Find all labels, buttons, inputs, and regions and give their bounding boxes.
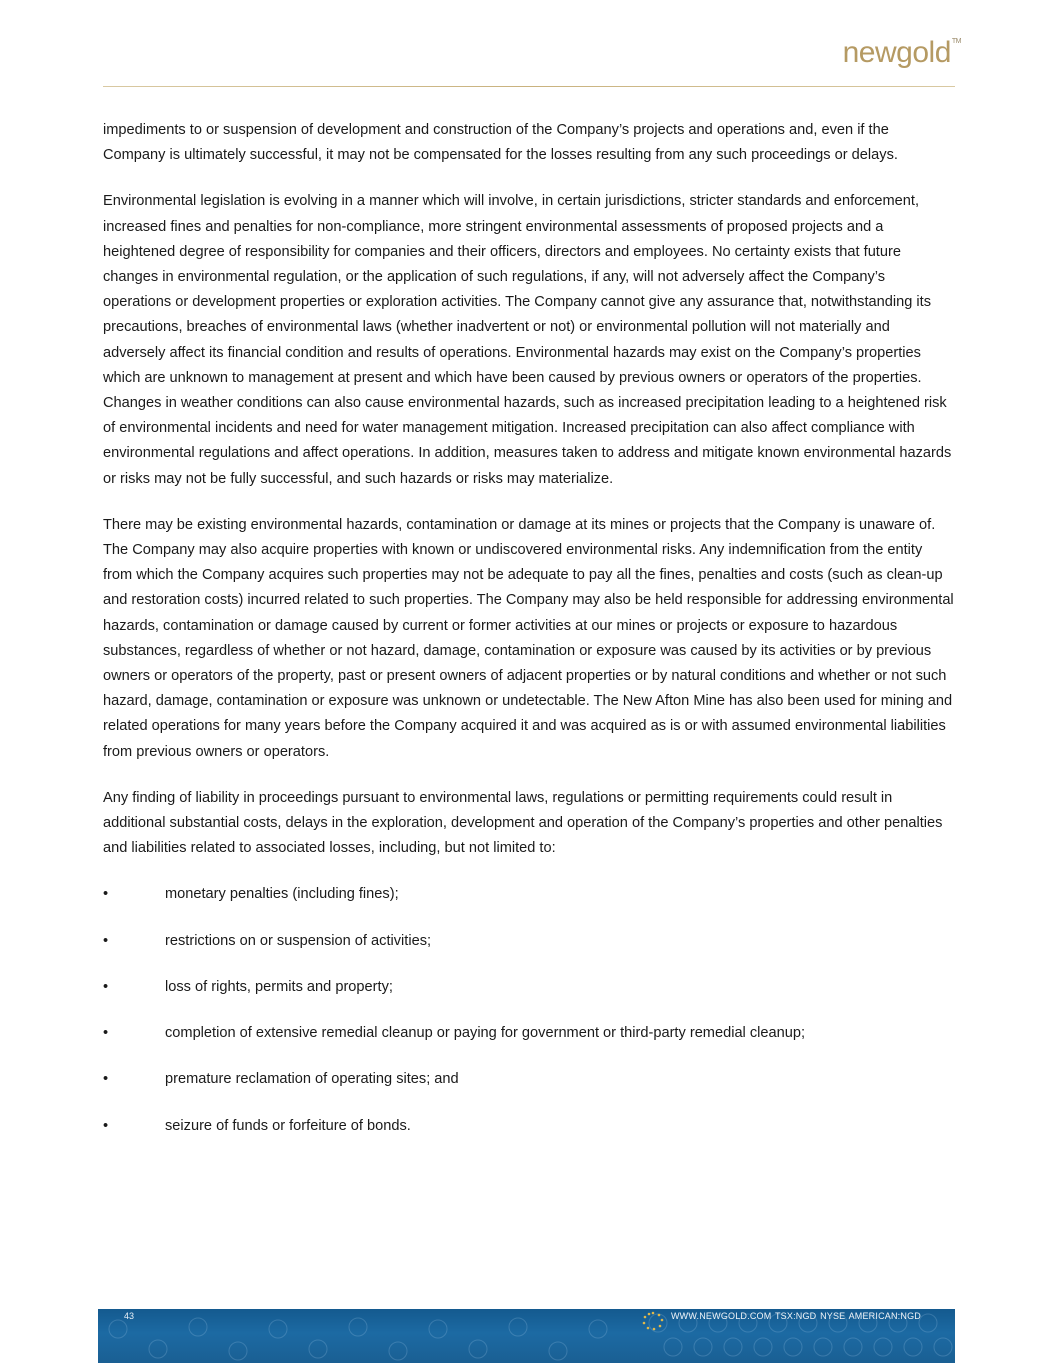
paragraph: Environmental legislation is evolving in a manner which will involve, in certain jurisdictions, stricter standards and enforcement, increased fines and penalties for non-compliance, more stringent environmental assessments of proposed projects and a heightened degree of responsibility for companies and their officers, directors and employees. No certainty exists that future changes in environmental regulation, or the application of such regulations, if any, will not adversely affect the Company’s operations or development properties or exploration activities. The Company cannot give any assurance that, notwithstanding its precautions, breaches of environmental laws (whether inadvertent or not) or environmental pollution will not materially and adversely affect its financial condition and results of operations. Environmental hazards may exist on the Company’s properties which are unknown to management at present and which have been caused by previous owners or operators of the properties. Changes in weather conditions can also cause environmental hazards, such as increased precipitation leading to a heightened risk of environmental incidents and need for water management mitigation. Increased precipitation can also affect compliance with environmental regulations and affect operations. In addition, measures taken to address and mitigate known environmental hazards or risks may not be fully successful, and such hazards or risks may materialize. (103, 193, 952, 487)
bullet-icon: • (103, 1025, 109, 1042)
list-item (103, 1021, 955, 1046)
list-item (103, 1114, 955, 1139)
list-item-text: completion of extensive remedial cleanup or paying for government or third-party remedial cleanup; (165, 1025, 806, 1042)
paragraph: Any finding of liability in proceedings pursuant to environmental laws, regulations or permitting requirements could result in additional substantial costs, delays in the exploration, development and operation of the Company’s properties and other penalties and liabilities related to associated losses, including, but not limited to: (103, 789, 943, 857)
list-item (103, 929, 955, 954)
footer-contact-text: WWW.NEWGOLD.COM TSX:NGD NYSE AMERICAN:NGD (670, 1311, 921, 1321)
bullet-icon: • (103, 932, 109, 949)
company-logo (843, 36, 961, 70)
list-item (103, 882, 955, 907)
list-item (103, 1067, 955, 1092)
logo-text: newgold (842, 36, 951, 69)
page-footer (98, 1309, 955, 1363)
logo-trademark: TM (951, 38, 961, 45)
paragraph: impediments to or suspension of development and construction of the Company’s projects and operations and, even if the Company is ultimately successful, it may not be compensated for the losses resulting from any such proceedings or delays. (103, 122, 898, 164)
list-item-text: monetary penalties (including fines); (165, 886, 399, 903)
list-item (103, 975, 955, 1000)
list-item-text: restrictions on or suspension of activities; (165, 932, 432, 949)
bullet-icon: • (103, 1071, 109, 1088)
list-item-text: loss of rights, permits and property; (165, 978, 393, 995)
document-body (103, 118, 955, 1160)
page-number: 43 (124, 1311, 135, 1321)
bullet-icon: • (103, 978, 109, 995)
bullet-icon: • (103, 886, 109, 903)
sun-emblem-icon (638, 1309, 668, 1333)
list-item-text: seizure of funds or forfeiture of bonds. (165, 1117, 411, 1134)
bullet-icon: • (103, 1117, 109, 1134)
header-divider (103, 86, 955, 87)
paragraph: There may be existing environmental hazards, contamination or damage at its mines or projects that the Company is unaware of. The Company may also acquire properties with known or undiscovered environmental risks. Any indemnification from the entity from which the Company acquires such properties may not be adequate to pay all the fines, penalties and costs (such as clean-up and restoration costs) incurred related to such properties. The Company may also be held responsible for addressing environmental hazards, contamination or damage caused by current or former activities at our mines or projects or exposure to hazardous substances, regardless of whether or not hazard, damage, contamination or exposure was caused by its activities or by previous owners or operators of the property, past or present owners of adjacent properties or by natural conditions and whether or not such hazard, damage, contamination or exposure was unknown or undetectable. The New Afton Mine has also been used for mining and related operations for many years before the Company acquired it and was acquired as is or with assumed environmental liabilities from previous owners or operators. (103, 516, 954, 760)
list-item-text: premature reclamation of operating sites; and (165, 1071, 459, 1088)
